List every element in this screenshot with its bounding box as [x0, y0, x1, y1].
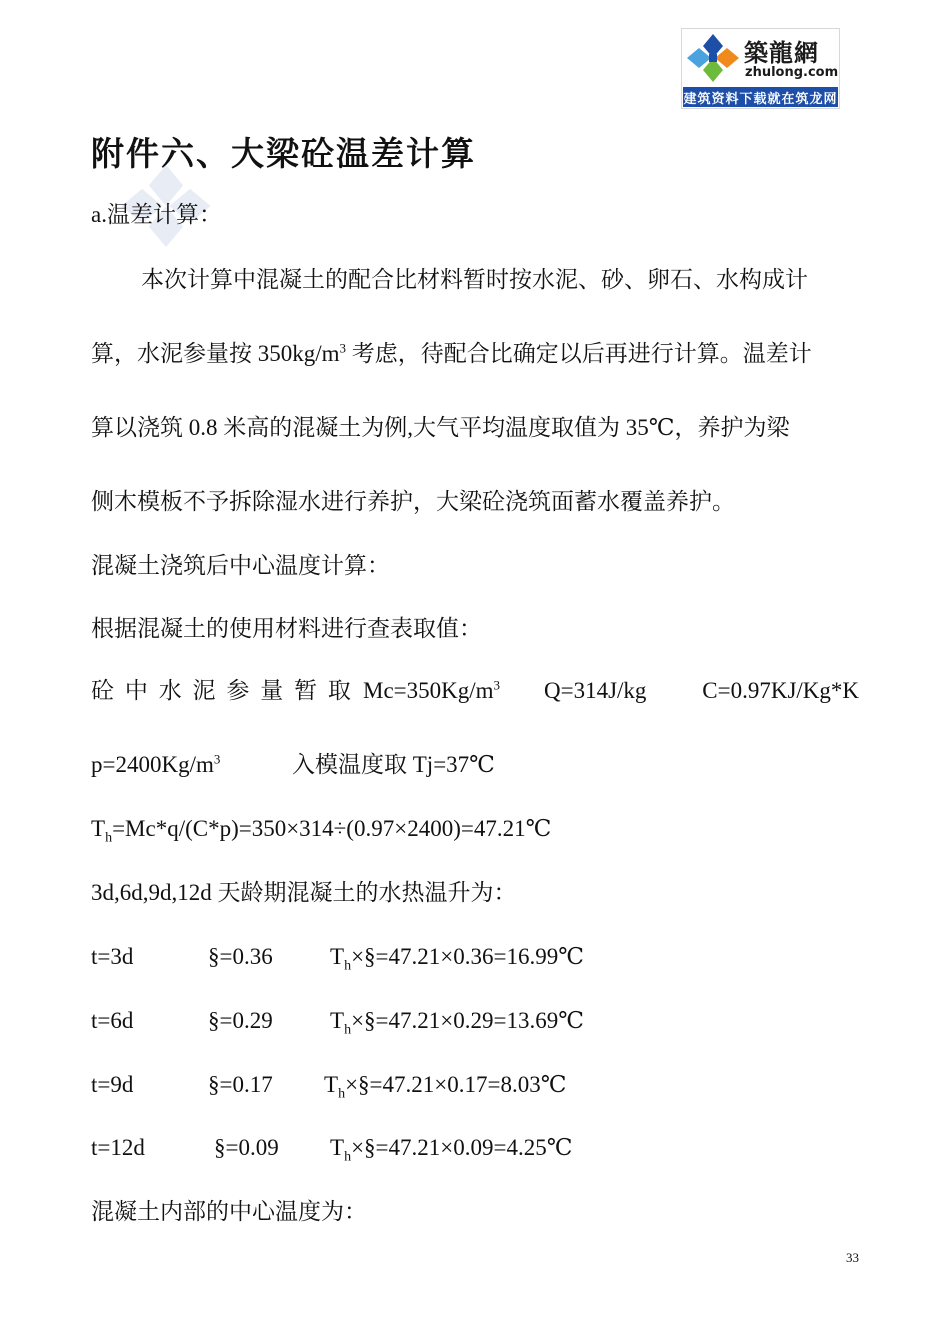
rise-row: t=6d §=0.29 $T_h\times\S=47.21\times 0.29=13.69℃$ [91, 1008, 584, 1038]
rise-row: t=9d §=0.17 $T_h\times\S=47.21\times 0.17=8.03℃$ [91, 1072, 567, 1102]
paragraph-line-1: 本次计算中混凝土的配合比材料暂时按水泥、砂、卵石、水构成计 [141, 267, 808, 292]
params-row-1 [91, 679, 859, 702]
label-char: 砼 [91, 678, 114, 703]
label-char: 泥 [192, 678, 216, 703]
label-char: 水 [158, 678, 182, 703]
label-char: 暂 [294, 678, 318, 703]
params-row-2 [91, 753, 859, 776]
logo-slogan: 建筑资料下载就在筑龙网 [683, 87, 838, 107]
logo-domain: zhulong.com [745, 65, 839, 80]
zhulong-logo [681, 28, 840, 109]
paragraph-line-2 [91, 342, 859, 365]
logo-name: 築龍網 [744, 38, 819, 67]
label-char: 中 [124, 678, 148, 703]
q-value: Q=314J/kg [544, 678, 647, 703]
label-char: 取 [327, 678, 351, 703]
line2-pre: 算，水泥参量按 350kg/m [91, 341, 340, 366]
inner-center-heading: 混凝土内部的中心温度为： [91, 1199, 367, 1224]
rise-row: t=12d §=0.09 $T_h\times\S=47.21\times 0.09=4.25℃$ [91, 1135, 573, 1165]
paragraph-line-3: 算以浇筑 0.8 米高的混凝土为例,大气平均温度取值为 35℃，养护为梁 [91, 415, 790, 440]
center-temp-heading: 混凝土浇筑后中心温度计算： [91, 553, 390, 578]
p-value: $p=2400Kg/m^3$ [91, 751, 221, 777]
page-title: 附件六、大梁砼温差计算 [91, 134, 476, 173]
tj-value: 入模温度取 Tj=37℃ [292, 752, 495, 777]
page-number: 33 [846, 1250, 859, 1265]
c-value: C=0.97KJ/Kg*K [702, 678, 859, 703]
zhulong-logo-icon [685, 32, 741, 84]
mc-value: $Mc=350Kg/m^3$ [363, 677, 501, 703]
label-char: 参 [226, 678, 250, 703]
label-char: 量 [260, 678, 284, 703]
line2-sup: 3 [339, 340, 347, 356]
th-formula: $T_h=Mc*q/(C*p)=350\times 314\div(0.97\times 2400)=47.21℃$ [91, 816, 552, 846]
section-heading-a: a.温差计算： [91, 202, 222, 227]
params-label [91, 679, 351, 702]
line2-post: 考虑，待配合比确定以后再进行计算。温差计 [346, 341, 812, 366]
lookup-heading: 根据混凝土的使用材料进行查表取值： [91, 616, 482, 641]
rise-row: t=3d §=0.36 $T_h\times\S=47.21\times 0.36=16.99℃$ [91, 944, 584, 974]
rise-heading: 3d,6d,9d,12d 天龄期混凝土的水热温升为： [91, 880, 517, 905]
paragraph-line-4: 侧木模板不予拆除湿水进行养护，大梁砼浇筑面蓄水覆盖养护。 [91, 489, 735, 514]
